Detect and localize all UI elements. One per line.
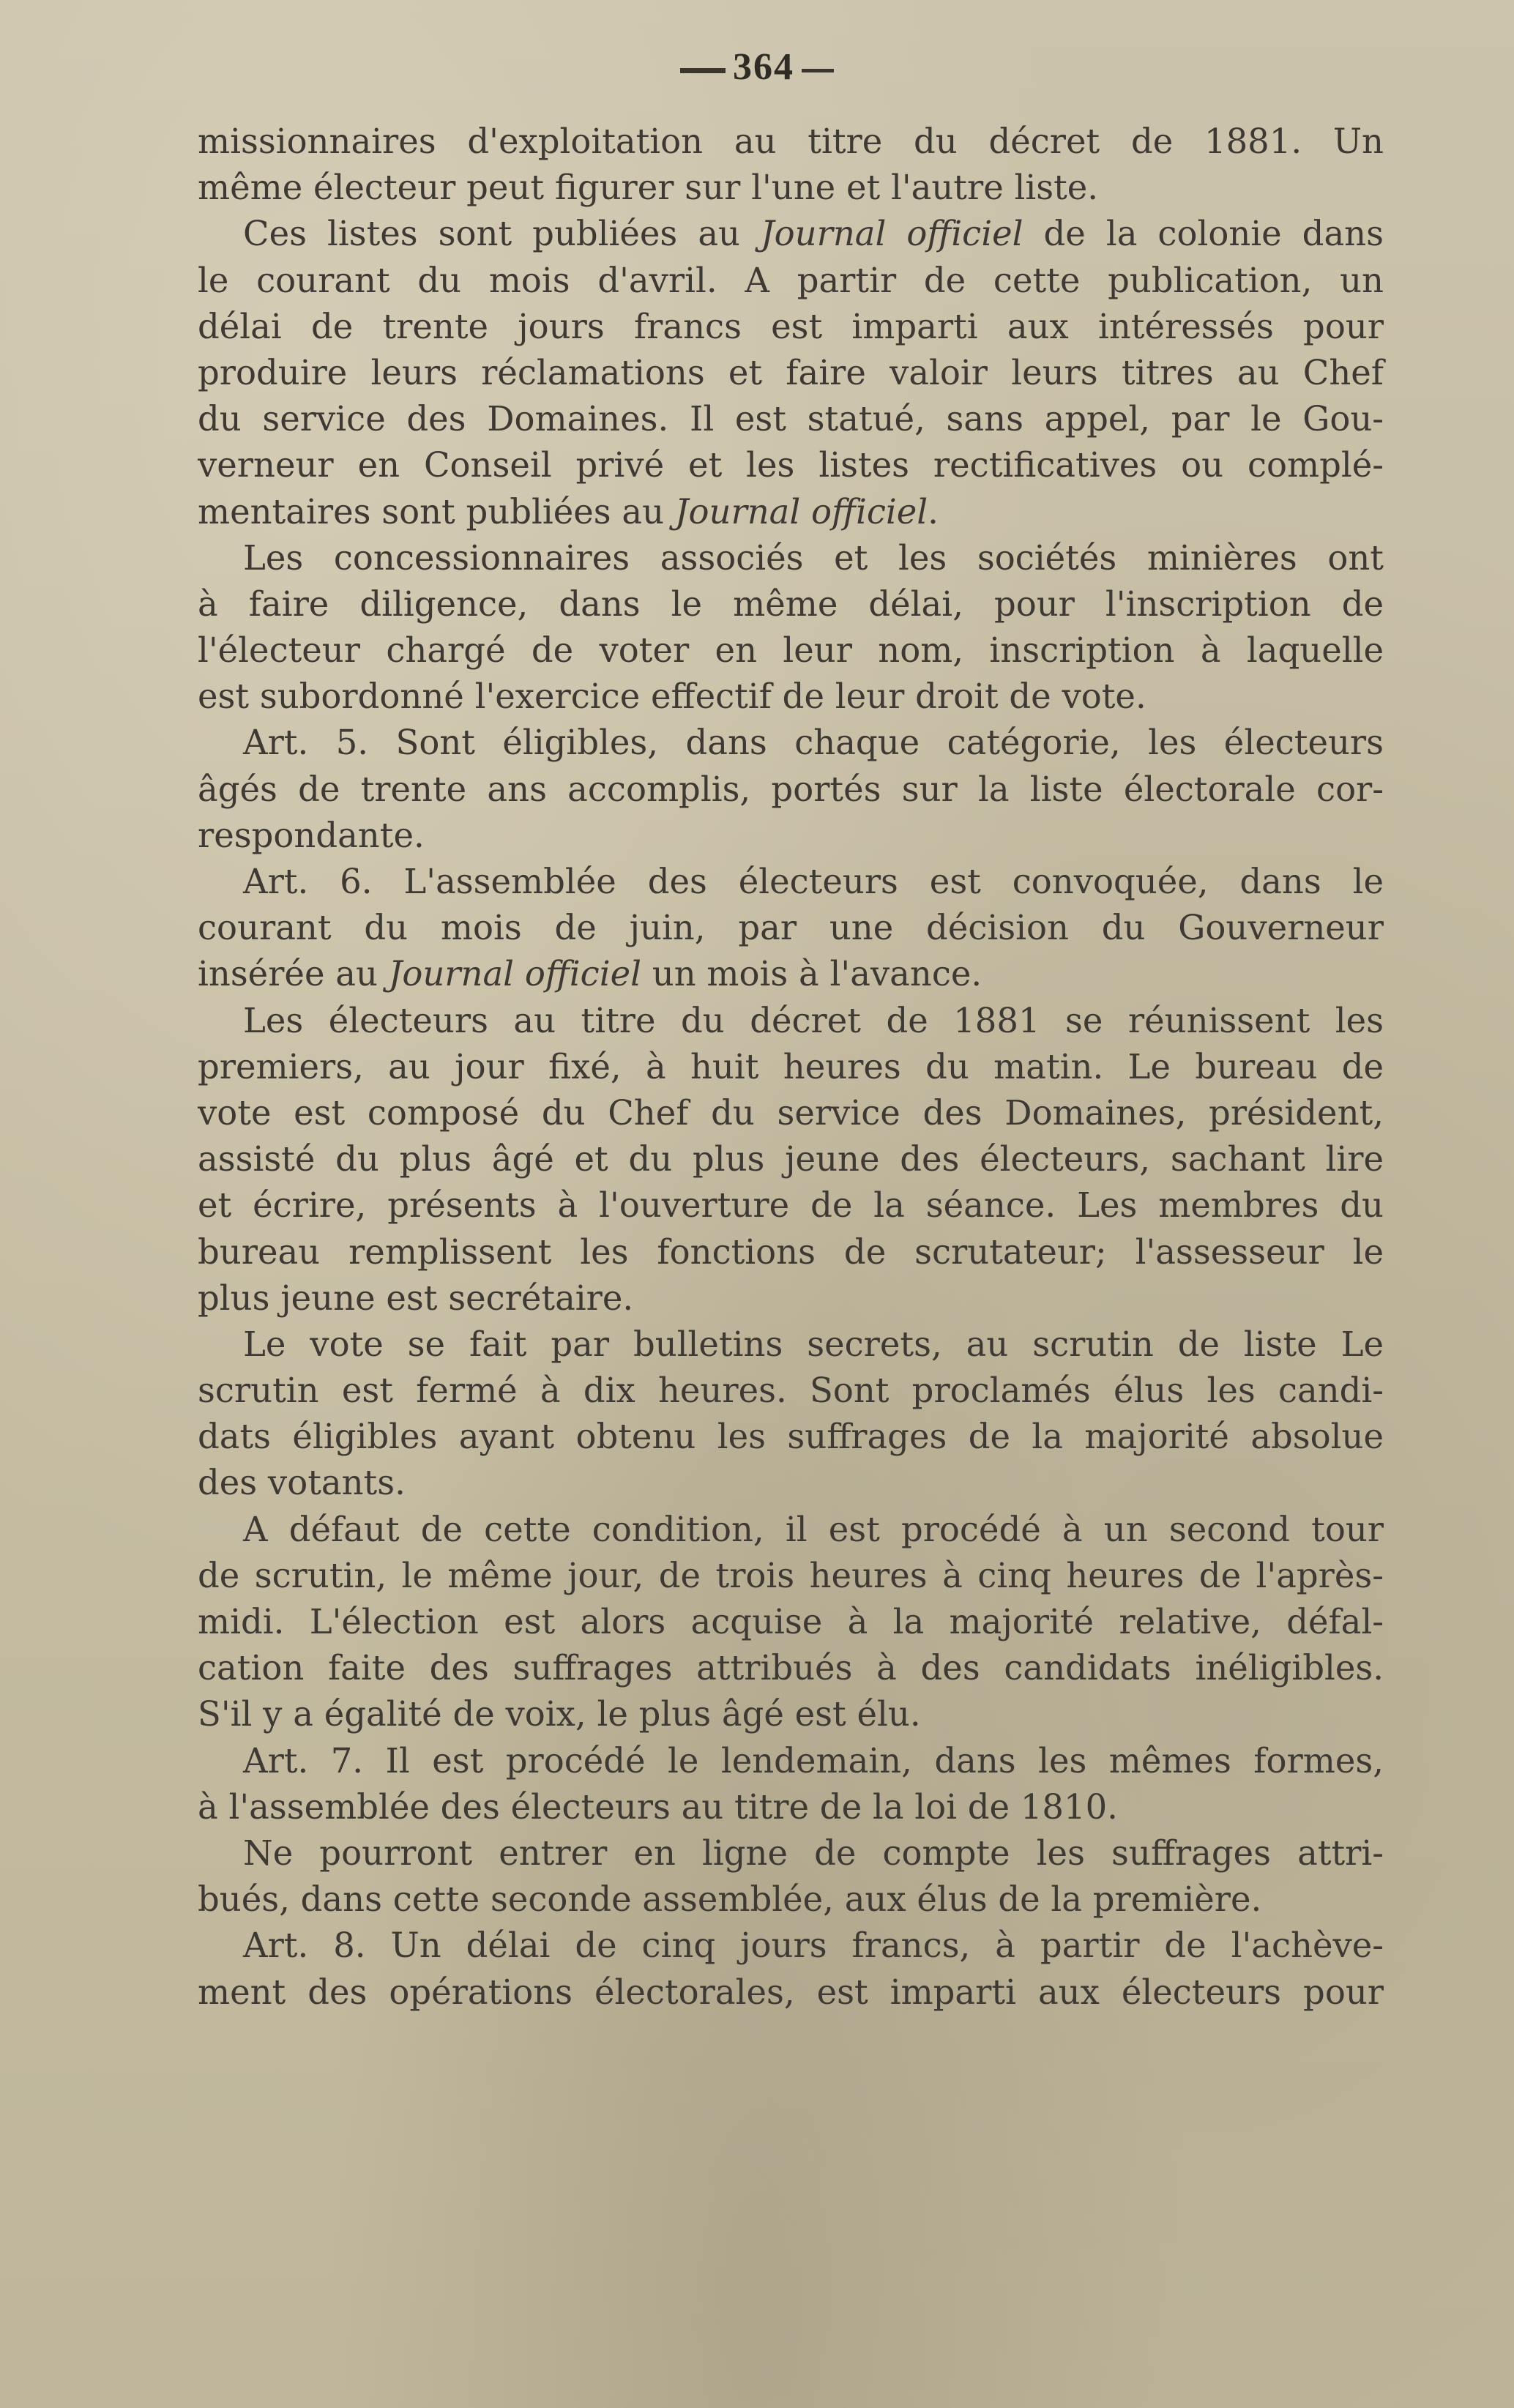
text-line: Les concessionnaires associés et les sociétés minières ont bbox=[243, 537, 1384, 578]
text-line bbox=[198, 211, 1384, 257]
text-line: S'il y a égalité de voix, le plus âgé est élu. bbox=[198, 1694, 921, 1734]
body-text bbox=[198, 119, 1384, 2016]
text-line: le courant du mois d'avril. A partir de cette publication, un bbox=[198, 260, 1384, 300]
text-line: Ne pourront entrer en ligne de compte les suffrages attri- bbox=[243, 1833, 1384, 1873]
text-line: du service des Domaines. Il est statué, sans appel, par le Gou- bbox=[198, 399, 1384, 439]
text-line: A défaut de cette condition, il est procédé à un second tour bbox=[243, 1509, 1384, 1549]
text-line: de scrutin, le même jour, de trois heures à cinq heures de l'après- bbox=[198, 1555, 1384, 1595]
text-segment: de la colonie dans bbox=[1023, 214, 1384, 254]
italic-title: Journal officiel bbox=[388, 954, 641, 994]
text-line: dats éligibles ayant obtenu les suffrages de la majorité absolue bbox=[198, 1417, 1384, 1457]
text-line: Les électeurs au titre du décret de 1881 se réunissent les bbox=[243, 1000, 1384, 1040]
text-segment: Ces listes sont publiées au bbox=[243, 214, 761, 254]
text-line bbox=[198, 489, 1384, 535]
text-line: l'électeur chargé de voter en leur nom, inscription à laquelle bbox=[198, 630, 1384, 671]
italic-title: Journal officiel bbox=[674, 491, 928, 532]
text-line: plus jeune est secrétaire. bbox=[198, 1278, 634, 1318]
text-line: même électeur peut figurer sur l'une et l'autre liste. bbox=[198, 168, 1099, 208]
text-line: Art. 6. L'assemblée des électeurs est convoquée, dans le bbox=[243, 862, 1384, 901]
text-line: et écrire, présents à l'ouverture de la séance. Les membres du bbox=[198, 1185, 1384, 1226]
text-line: scrutin est fermé à dix heures. Sont proclamés élus les candi- bbox=[198, 1371, 1384, 1411]
text-line: premiers, au jour fixé, à huit heures du matin. Le bureau de bbox=[198, 1046, 1384, 1086]
text-line: à faire diligence, dans le même délai, pour l'inscription de bbox=[198, 584, 1384, 624]
text-line: bués, dans cette seconde assemblée, aux élus de la première. bbox=[198, 1879, 1262, 1920]
text-line: vote est composé du Chef du service des Domaines, président, bbox=[198, 1092, 1384, 1133]
text-line: des votants. bbox=[198, 1463, 406, 1503]
text-line: courant du mois de juin, par une décision du Gouverneur bbox=[198, 908, 1384, 948]
text-segment: mentaires sont publiées au bbox=[198, 491, 675, 532]
header-dash-right bbox=[802, 69, 834, 72]
text-line bbox=[198, 951, 1384, 997]
header-dash-left bbox=[680, 68, 726, 73]
text-line: Art. 8. Un délai de cinq jours francs, à partir de l'achève- bbox=[243, 1926, 1384, 1966]
text-line: est subordonné l'exercice effectif de leur droit de vote. bbox=[198, 676, 1146, 717]
text-line: à l'assemblée des électeurs au titre de la loi de 1810. bbox=[198, 1786, 1118, 1827]
text-line: bureau remplissent les fonctions de scrutateur; l'assesseur le bbox=[198, 1231, 1384, 1272]
text-line: Art. 5. Sont éligibles, dans chaque catégorie, les électeurs bbox=[243, 723, 1384, 763]
text-line: Le vote se fait par bulletins secrets, au scrutin de liste Le bbox=[243, 1324, 1384, 1364]
text-line: cation faite des suffrages attribués à des candidats inéligibles. bbox=[198, 1648, 1384, 1688]
text-line: Art. 7. Il est procédé le lendemain, dans les mêmes formes, bbox=[243, 1740, 1384, 1781]
text-line: âgés de trente ans accomplis, portés sur la liste électorale cor- bbox=[198, 769, 1384, 809]
text-segment: . bbox=[928, 491, 939, 532]
text-line: missionnaires d'exploitation au titre du décret de 1881. Un bbox=[198, 122, 1384, 161]
text-line: ment des opérations électorales, est imparti aux électeurs pour bbox=[198, 1972, 1384, 2012]
text-segment: un mois à l'avance. bbox=[641, 954, 982, 994]
text-line: midi. L'élection est alors acquise à la majorité relative, défal- bbox=[198, 1602, 1384, 1641]
text-line: produire leurs réclamations et faire valoir leurs titres au Chef bbox=[198, 352, 1384, 392]
text-line: assisté du plus âgé et du plus jeune des électeurs, sachant lire bbox=[198, 1139, 1384, 1179]
page-header bbox=[0, 45, 1514, 89]
text-segment: insérée au bbox=[198, 954, 389, 994]
text-line: verneur en Conseil privé et les listes rectificatives ou complé- bbox=[198, 445, 1384, 485]
text-line: respondante. bbox=[198, 815, 425, 855]
page-number: 364 bbox=[733, 46, 794, 88]
text-line: délai de trente jours francs est imparti aux intéressés pour bbox=[198, 306, 1384, 346]
italic-title: Journal officiel bbox=[761, 214, 1023, 254]
